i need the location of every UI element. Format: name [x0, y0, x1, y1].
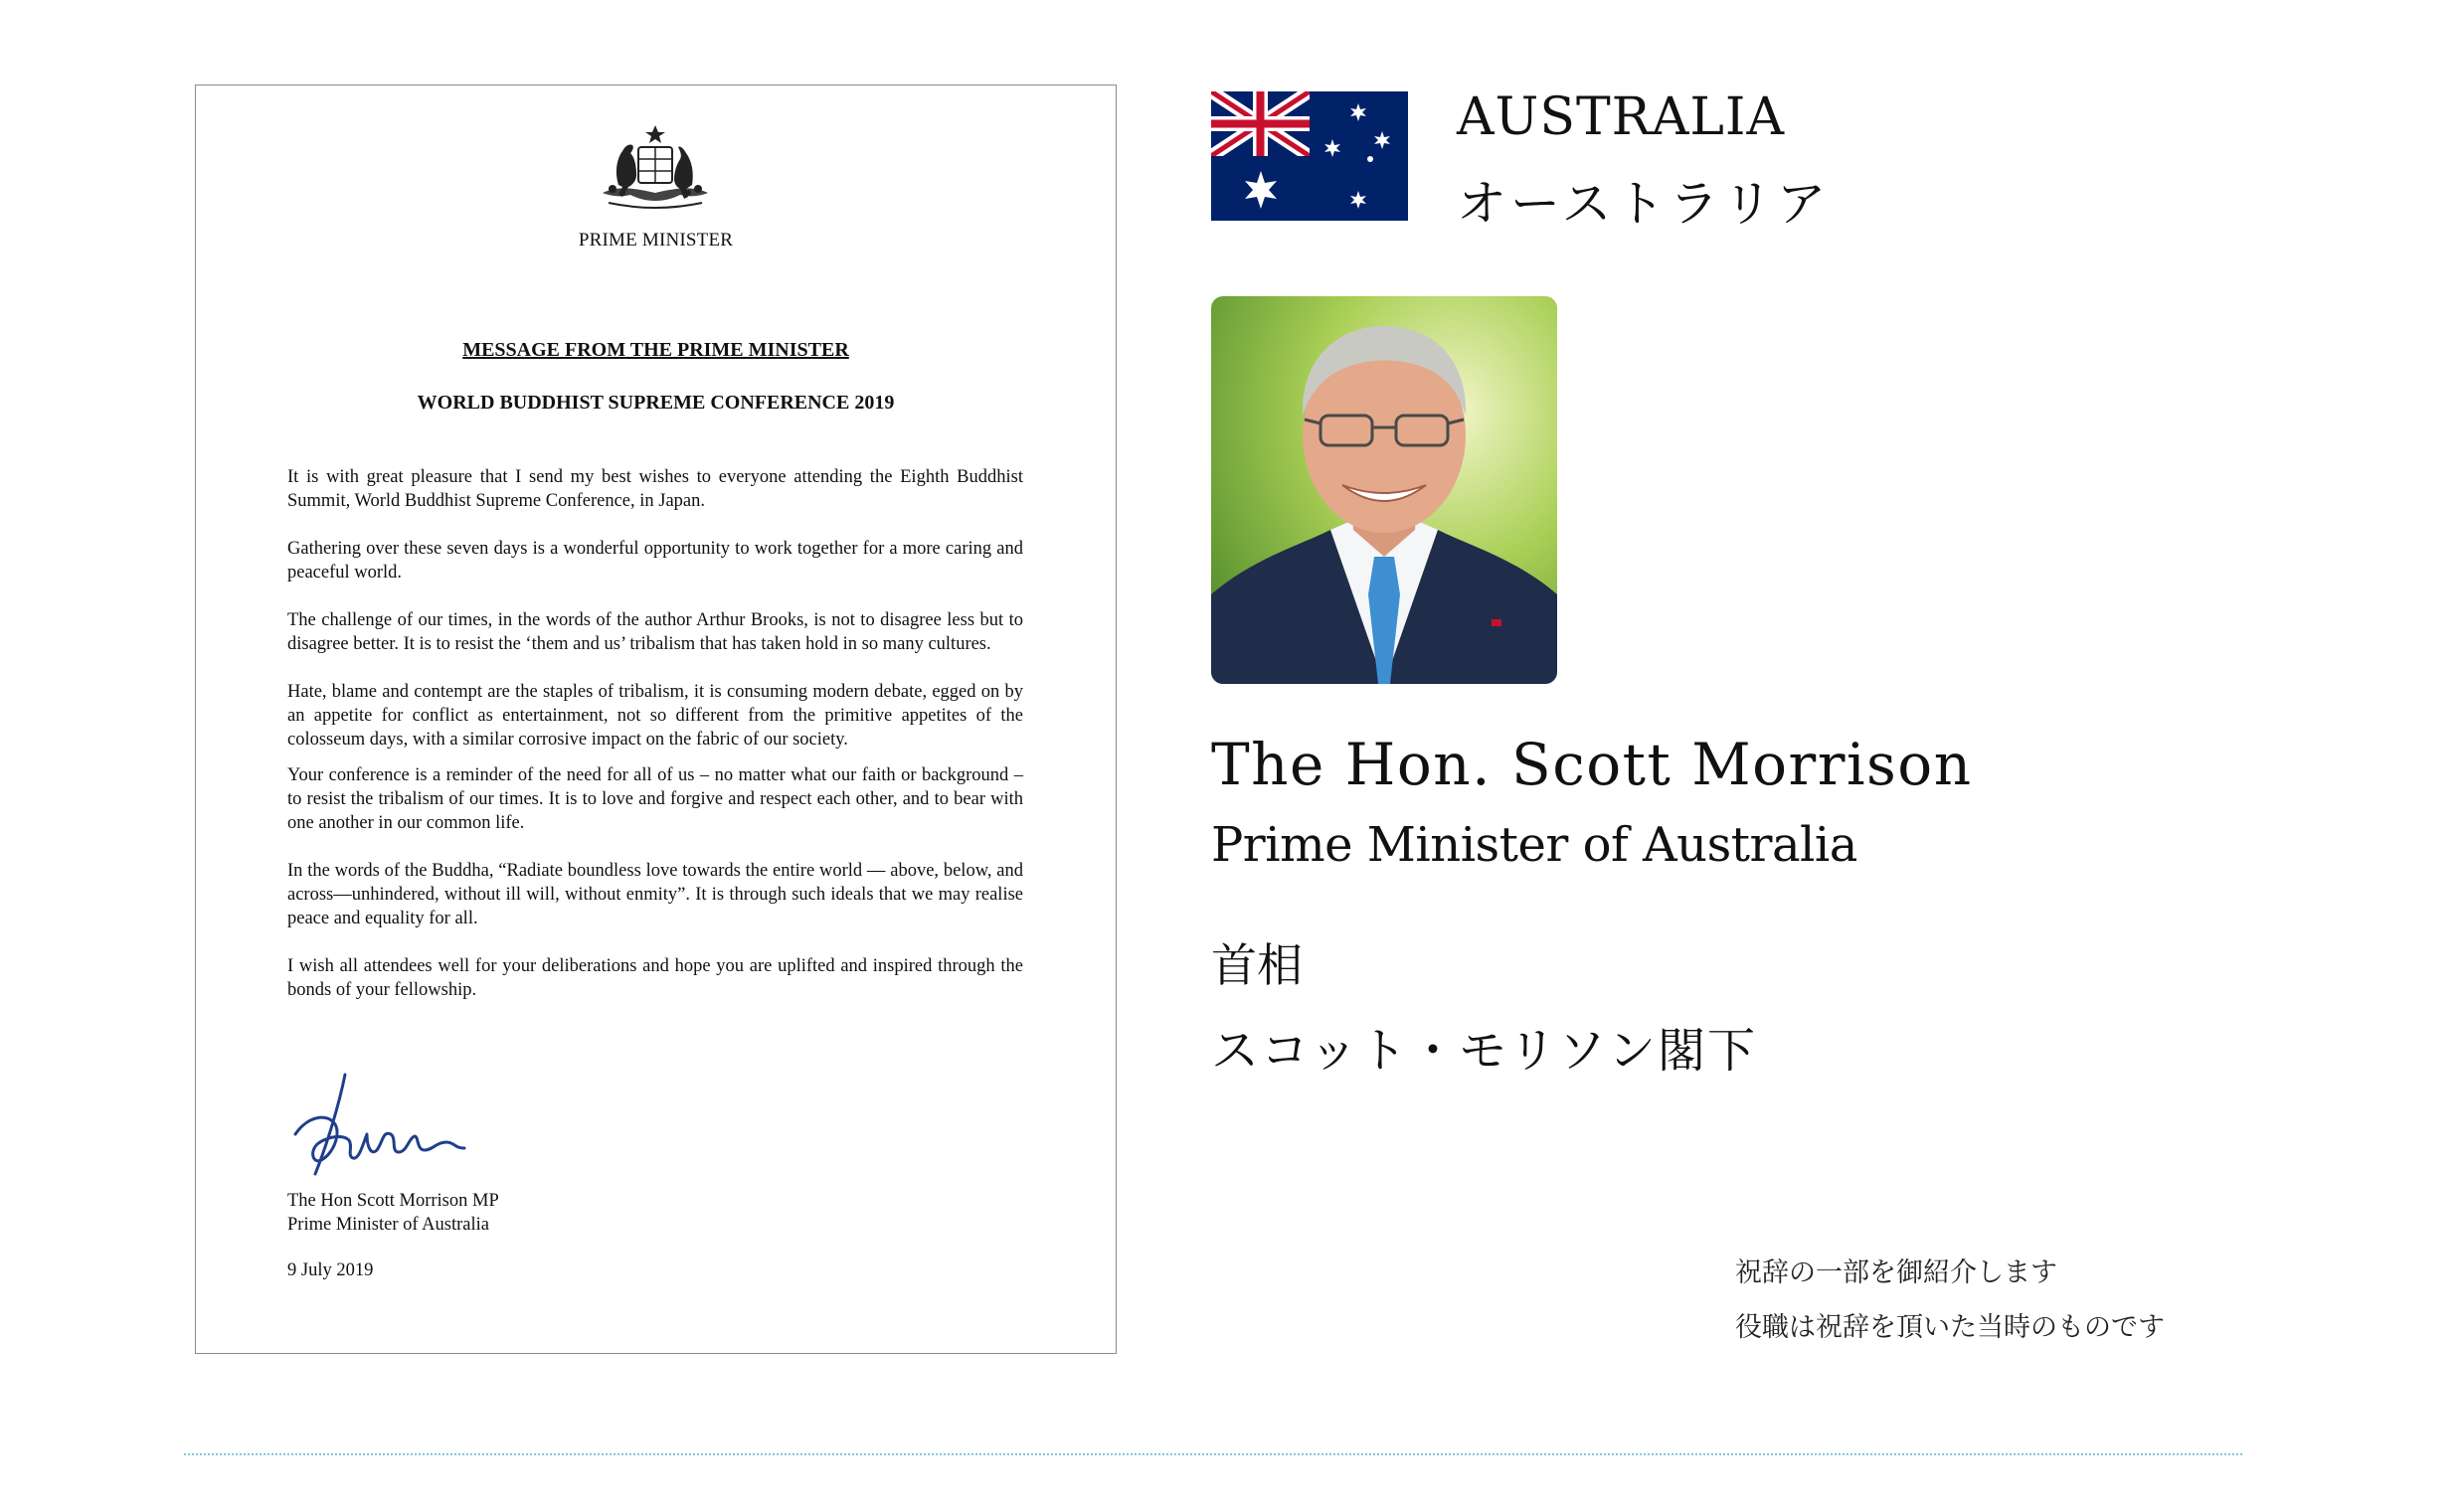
- office-label: PRIME MINISTER: [578, 230, 734, 251]
- title-english: Prime Minister of Australia: [1211, 817, 1857, 873]
- signature-icon: [287, 1065, 486, 1184]
- message-letter: [195, 84, 1117, 1354]
- name-english: The Hon. Scott Morrison: [1211, 731, 1973, 798]
- letter-body: [287, 465, 1023, 1026]
- portrait-photo: [1211, 296, 1557, 684]
- letter-paragraph: I wish all attendees well for your deliberations and hope you are uplifted and inspired through the bonds of your fellowship.: [287, 956, 1023, 1000]
- note-line: 祝辞の一部を御紹介します: [1735, 1257, 2057, 1288]
- letter-paragraph: In the words of the Buddha, “Radiate boundless love towards the entire world — above, below, and across—unhindered, without ill will, without enmity”. It is through such ideals that we may realise peace and equality for all.: [287, 861, 1023, 928]
- letter-paragraph: It is with great pleasure that I send my best wishes to everyone attending the Eighth Buddhist Summit, World Buddhist Supreme Conference, in Japan.: [287, 467, 1023, 511]
- note-line: 役職は祝辞を頂いた当時のものです: [1735, 1312, 2165, 1343]
- country-name-english: AUSTRALIA: [1457, 87, 1786, 147]
- coat-of-arms-icon: [589, 123, 723, 218]
- title-japanese: 首相: [1211, 938, 1303, 992]
- dotted-divider: [184, 1453, 2242, 1455]
- name-japanese: スコット・モリソン閣下: [1211, 1023, 1758, 1079]
- letter-paragraph: Hate, blame and contempt are the staples of tribalism, it is consuming modern debate, egged on by an appetite for conflict as entertainment, not so different from the primitive appetites of the colosseum days, with a similar corrosive impact on the fabric of our society.: [287, 682, 1023, 750]
- letter-paragraph: The challenge of our times, in the words of the author Arthur Brooks, is not to disagree less but to disagree better. It is to resist the ‘them and us’ tribalism that has taken hold in so many cultures.: [287, 610, 1023, 654]
- letter-paragraph: Your conference is a reminder of the need for all of us – no matter what our faith or background – to resist the tribalism of our times. It is to love and forgive and respect each other, and to bear with one another in our common life.: [287, 765, 1023, 833]
- letter-heading: MESSAGE FROM THE PRIME MINISTER: [462, 339, 849, 361]
- letter-subheading: WORLD BUDDHIST SUPREME CONFERENCE 2019: [417, 392, 895, 414]
- letter-paragraph: Gathering over these seven days is a wonderful opportunity to work together for a more caring and peaceful world.: [287, 539, 1023, 583]
- signer-title: Prime Minister of Australia: [287, 1215, 489, 1235]
- country-name-japanese: オーストラリア: [1457, 175, 1831, 233]
- signer-block: [287, 1189, 499, 1237]
- letter-date: 9 July 2019: [287, 1260, 374, 1280]
- australian-flag-icon: [1211, 91, 1408, 221]
- signer-name: The Hon Scott Morrison MP: [287, 1191, 499, 1211]
